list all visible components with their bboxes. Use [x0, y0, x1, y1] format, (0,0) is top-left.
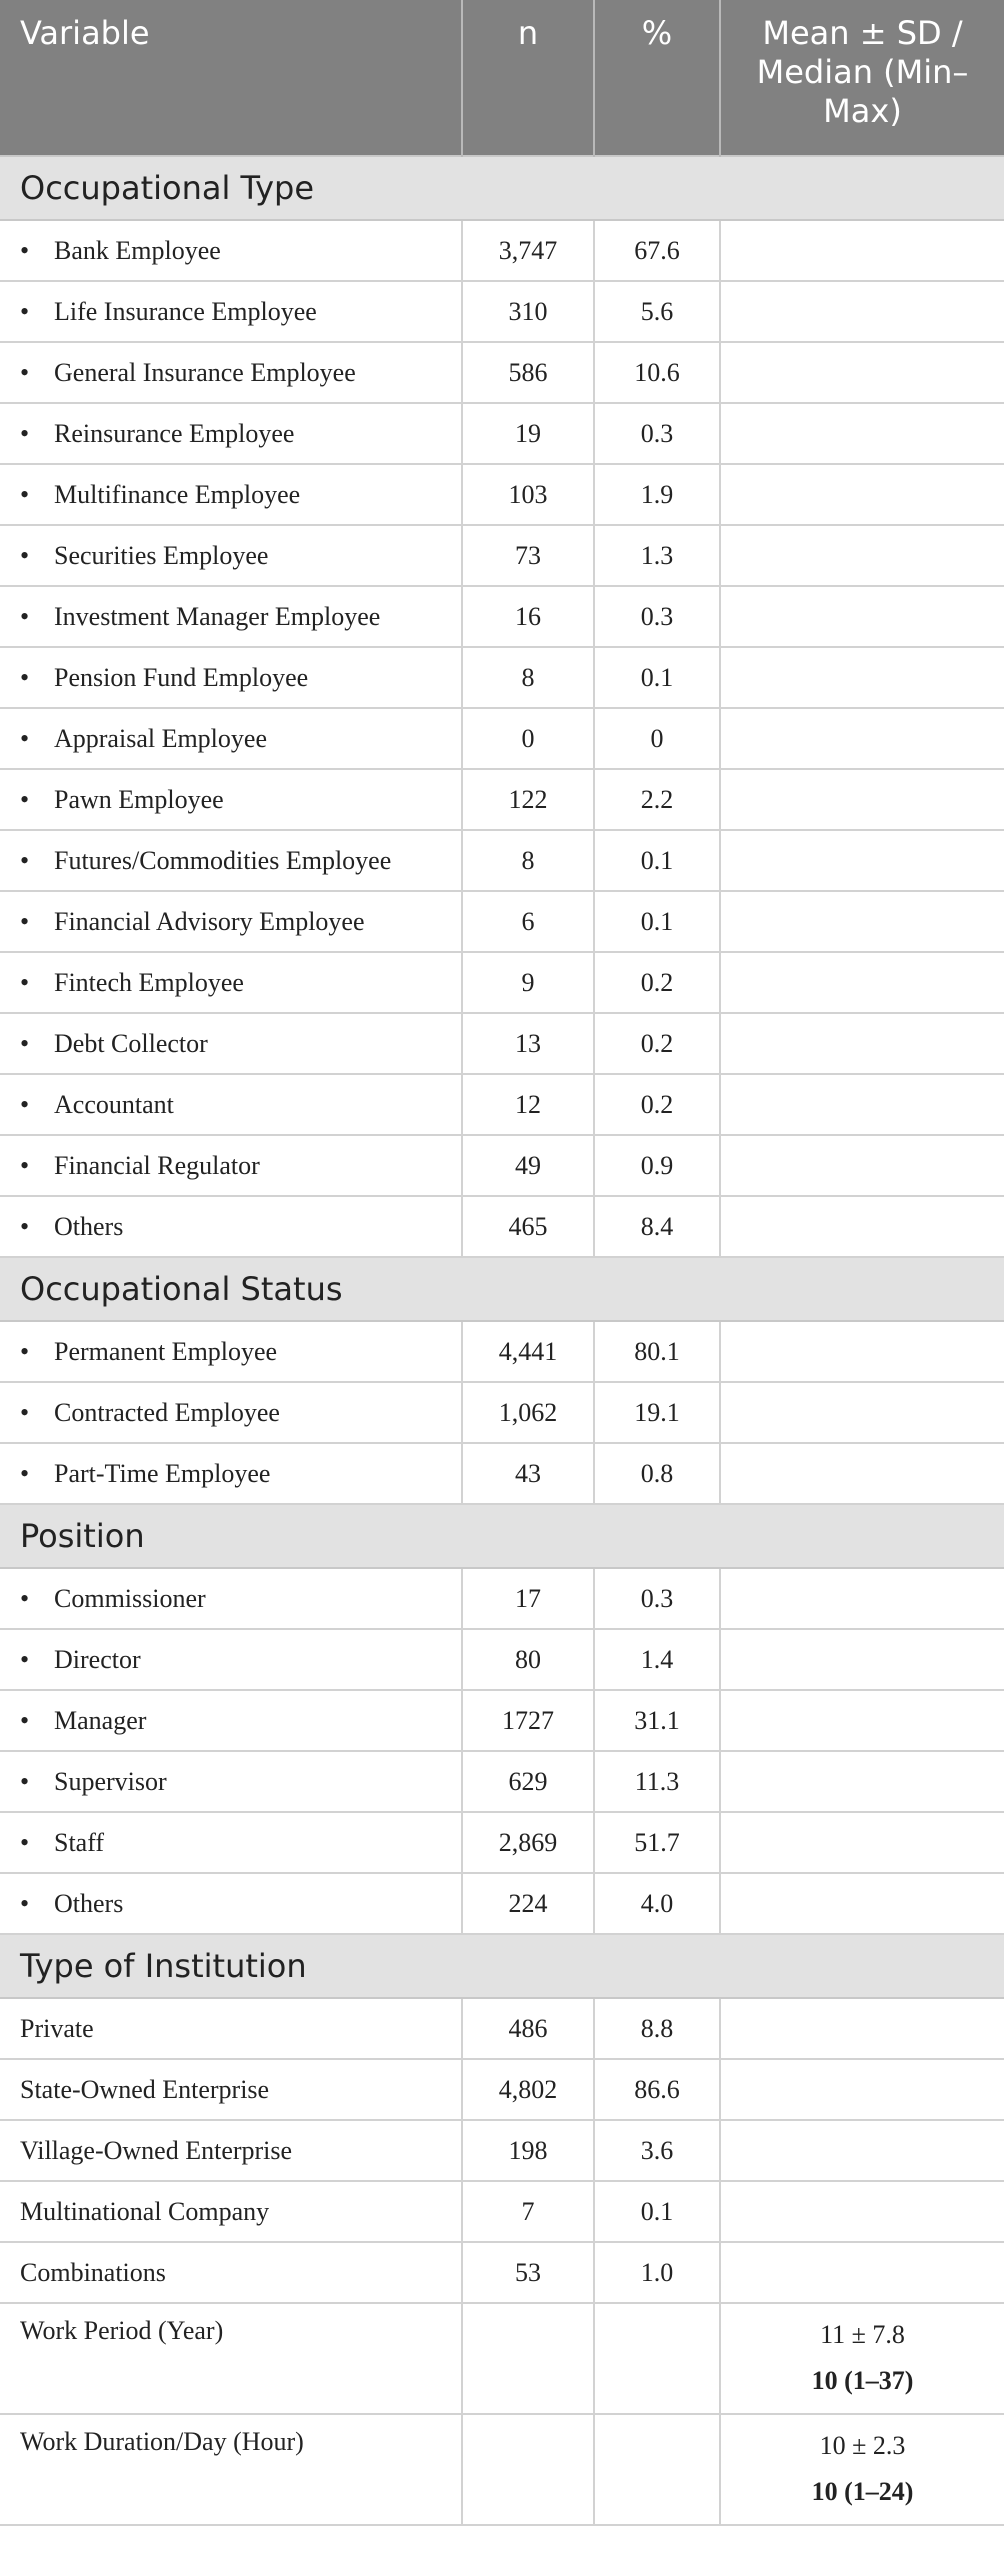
- table-row: [0, 586, 1004, 647]
- row-percent: 0.1: [594, 647, 720, 708]
- row-stats: [720, 1751, 1004, 1812]
- row-label: • Reinsurance Employee: [0, 403, 462, 464]
- row-percent: 86.6: [594, 2059, 720, 2120]
- row-percent: 5.6: [594, 281, 720, 342]
- row-n: 13: [462, 1013, 594, 1074]
- row-stats: [720, 586, 1004, 647]
- row-label: • Securities Employee: [0, 525, 462, 586]
- row-percent: 2.2: [594, 769, 720, 830]
- table-row: [0, 1812, 1004, 1873]
- row-n: 224: [462, 1873, 594, 1934]
- row-stats: [720, 1382, 1004, 1443]
- header-variable: Variable: [0, 0, 462, 156]
- row-percent: 0.9: [594, 1135, 720, 1196]
- bullet-icon: •: [20, 1458, 30, 1488]
- table-row: [0, 525, 1004, 586]
- row-percent: 1.9: [594, 464, 720, 525]
- row-percent: 0.1: [594, 830, 720, 891]
- bullet-icon: •: [20, 479, 30, 509]
- row-label: • Others: [0, 1873, 462, 1934]
- row-n: 1,062: [462, 1382, 594, 1443]
- row-n: 9: [462, 952, 594, 1013]
- row-label: • Debt Collector: [0, 1013, 462, 1074]
- row-label: • Commissioner: [0, 1568, 462, 1629]
- row-n: 49: [462, 1135, 594, 1196]
- table-row: [0, 1382, 1004, 1443]
- header-percent: %: [594, 0, 720, 156]
- work-duration-n: [462, 2414, 594, 2525]
- row-percent: 0.1: [594, 2181, 720, 2242]
- table-row: [0, 708, 1004, 769]
- row-n: 198: [462, 2120, 594, 2181]
- table-row: [0, 1690, 1004, 1751]
- section-title: Position: [0, 1504, 1004, 1568]
- bullet-icon: •: [20, 967, 30, 997]
- row-stats: [720, 1690, 1004, 1751]
- section-title: Occupational Type: [0, 156, 1004, 220]
- row-label: • Part-Time Employee: [0, 1443, 462, 1504]
- row-label: • Life Insurance Employee: [0, 281, 462, 342]
- row-label: • Accountant: [0, 1074, 462, 1135]
- row-label: • Appraisal Employee: [0, 708, 462, 769]
- row-label: • Contracted Employee: [0, 1382, 462, 1443]
- work-period-mean-sd: 11 ± 7.8: [820, 2320, 905, 2349]
- row-n: 43: [462, 1443, 594, 1504]
- table-row: [0, 1074, 1004, 1135]
- row-label: Private: [0, 1998, 462, 2059]
- header-row: [0, 0, 1004, 156]
- row-n: 3,747: [462, 220, 594, 281]
- row-percent: 10.6: [594, 342, 720, 403]
- bullet-icon: •: [20, 1827, 30, 1857]
- bullet-icon: •: [20, 723, 30, 753]
- row-percent: 80.1: [594, 1321, 720, 1382]
- table-row: [0, 2059, 1004, 2120]
- row-label: • General Insurance Employee: [0, 342, 462, 403]
- row-label: • Investment Manager Employee: [0, 586, 462, 647]
- table-row: [0, 830, 1004, 891]
- section-title: Occupational Status: [0, 1257, 1004, 1321]
- bullet-icon: •: [20, 1888, 30, 1918]
- row-stats: [720, 220, 1004, 281]
- row-label: • Director: [0, 1629, 462, 1690]
- row-percent: 19.1: [594, 1382, 720, 1443]
- row-stats: [720, 952, 1004, 1013]
- table-row: [0, 891, 1004, 952]
- header-stats-line-3: Max): [823, 92, 902, 130]
- row-percent: 0.2: [594, 1074, 720, 1135]
- row-n: 465: [462, 1196, 594, 1257]
- row-label: • Financial Advisory Employee: [0, 891, 462, 952]
- row-n: 19: [462, 403, 594, 464]
- bullet-icon: •: [20, 662, 30, 692]
- row-percent: 0.3: [594, 586, 720, 647]
- row-stats: [720, 1873, 1004, 1934]
- table-row: [0, 342, 1004, 403]
- table-row: [0, 1629, 1004, 1690]
- table-row: [0, 2181, 1004, 2242]
- row-n: 486: [462, 1998, 594, 2059]
- row-stats: [720, 403, 1004, 464]
- row-percent: 0: [594, 708, 720, 769]
- row-n: 8: [462, 647, 594, 708]
- row-n: 6: [462, 891, 594, 952]
- row-n: 73: [462, 525, 594, 586]
- row-percent: 31.1: [594, 1690, 720, 1751]
- row-n: 2,869: [462, 1812, 594, 1873]
- row-label: Combinations: [0, 2242, 462, 2303]
- row-label: • Futures/Commodities Employee: [0, 830, 462, 891]
- row-label: • Staff: [0, 1812, 462, 1873]
- row-percent: 11.3: [594, 1751, 720, 1812]
- header-stats-line-2: Median (Min–: [756, 53, 969, 91]
- row-percent: 0.3: [594, 403, 720, 464]
- row-n: 80: [462, 1629, 594, 1690]
- row-n: 17: [462, 1568, 594, 1629]
- row-stats: [720, 2120, 1004, 2181]
- work-duration-mean-sd: 10 ± 2.3: [819, 2431, 906, 2460]
- row-stats: [720, 2059, 1004, 2120]
- row-n: 629: [462, 1751, 594, 1812]
- table-row: [0, 1135, 1004, 1196]
- row-label: • Supervisor: [0, 1751, 462, 1812]
- row-stats: [720, 1074, 1004, 1135]
- row-label: • Permanent Employee: [0, 1321, 462, 1382]
- section-row-type-of-institution: [0, 1934, 1004, 1998]
- header-stats-line-1: Mean ± SD /: [762, 14, 963, 52]
- row-label: • Fintech Employee: [0, 952, 462, 1013]
- work-period-percent: [594, 2303, 720, 2414]
- row-stats: [720, 647, 1004, 708]
- bullet-icon: •: [20, 1336, 30, 1366]
- row-n: 586: [462, 342, 594, 403]
- work-period-median-range: 10 (1–37): [811, 2366, 914, 2395]
- work-duration-row: [0, 2414, 1004, 2525]
- row-stats: [720, 769, 1004, 830]
- row-stats: [720, 281, 1004, 342]
- row-n: 0: [462, 708, 594, 769]
- bullet-icon: •: [20, 1583, 30, 1613]
- table-row: [0, 1751, 1004, 1812]
- row-label: • Pawn Employee: [0, 769, 462, 830]
- work-period-n: [462, 2303, 594, 2414]
- row-label: • Pension Fund Employee: [0, 647, 462, 708]
- section-row-position: [0, 1504, 1004, 1568]
- row-label: Multinational Company: [0, 2181, 462, 2242]
- row-label: • Financial Regulator: [0, 1135, 462, 1196]
- row-stats: [720, 1568, 1004, 1629]
- row-label: State-Owned Enterprise: [0, 2059, 462, 2120]
- bullet-icon: •: [20, 1644, 30, 1674]
- bullet-icon: •: [20, 906, 30, 936]
- work-duration-median-range: 10 (1–24): [811, 2477, 914, 2506]
- table-row: [0, 1013, 1004, 1074]
- row-stats: [720, 525, 1004, 586]
- row-percent: 8.8: [594, 1998, 720, 2059]
- table-row: [0, 647, 1004, 708]
- header-mean-sd-median: [720, 0, 1004, 156]
- row-stats: [720, 1629, 1004, 1690]
- row-label: • Multifinance Employee: [0, 464, 462, 525]
- row-stats: [720, 708, 1004, 769]
- bullet-icon: •: [20, 296, 30, 326]
- bullet-icon: •: [20, 418, 30, 448]
- table-row: [0, 464, 1004, 525]
- table-row: [0, 403, 1004, 464]
- bullet-icon: •: [20, 1397, 30, 1427]
- row-label: Village-Owned Enterprise: [0, 2120, 462, 2181]
- bullet-icon: •: [20, 1028, 30, 1058]
- row-n: 53: [462, 2242, 594, 2303]
- table-row: [0, 1443, 1004, 1504]
- row-n: 310: [462, 281, 594, 342]
- row-percent: 1.0: [594, 2242, 720, 2303]
- row-percent: 0.2: [594, 952, 720, 1013]
- table-row: [0, 1321, 1004, 1382]
- bullet-icon: •: [20, 845, 30, 875]
- row-label: • Manager: [0, 1690, 462, 1751]
- row-n: 4,802: [462, 2059, 594, 2120]
- row-n: 103: [462, 464, 594, 525]
- table-row: [0, 1196, 1004, 1257]
- row-stats: [720, 1998, 1004, 2059]
- row-stats: [720, 2242, 1004, 2303]
- table-row: [0, 1873, 1004, 1934]
- row-n: 122: [462, 769, 594, 830]
- bullet-icon: •: [20, 1211, 30, 1241]
- row-n: 4,441: [462, 1321, 594, 1382]
- row-stats: [720, 1812, 1004, 1873]
- row-percent: 51.7: [594, 1812, 720, 1873]
- bullet-icon: •: [20, 601, 30, 631]
- row-percent: 8.4: [594, 1196, 720, 1257]
- row-stats: [720, 1443, 1004, 1504]
- row-label: • Others: [0, 1196, 462, 1257]
- table-row: [0, 2120, 1004, 2181]
- section-row-occupational-type: [0, 156, 1004, 220]
- row-n: 16: [462, 586, 594, 647]
- row-percent: 4.0: [594, 1873, 720, 1934]
- table-row: [0, 220, 1004, 281]
- bullet-icon: •: [20, 540, 30, 570]
- row-n: 12: [462, 1074, 594, 1135]
- work-duration-label: Work Duration/Day (Hour): [0, 2414, 462, 2525]
- row-n: 1727: [462, 1690, 594, 1751]
- table-row: [0, 1568, 1004, 1629]
- row-stats: [720, 2181, 1004, 2242]
- row-percent: 67.6: [594, 220, 720, 281]
- row-percent: 0.8: [594, 1443, 720, 1504]
- row-stats: [720, 1135, 1004, 1196]
- row-stats: [720, 342, 1004, 403]
- work-duration-stats: [720, 2414, 1004, 2525]
- row-n: 7: [462, 2181, 594, 2242]
- section-row-occupational-status: [0, 1257, 1004, 1321]
- row-percent: 1.3: [594, 525, 720, 586]
- row-percent: 0.3: [594, 1568, 720, 1629]
- bullet-icon: •: [20, 784, 30, 814]
- table-row: [0, 769, 1004, 830]
- row-percent: 0.2: [594, 1013, 720, 1074]
- row-percent: 0.1: [594, 891, 720, 952]
- row-percent: 3.6: [594, 2120, 720, 2181]
- bullet-icon: •: [20, 235, 30, 265]
- row-stats: [720, 1013, 1004, 1074]
- row-percent: 1.4: [594, 1629, 720, 1690]
- table-row: [0, 1998, 1004, 2059]
- bullet-icon: •: [20, 1766, 30, 1796]
- bullet-icon: •: [20, 1089, 30, 1119]
- section-title: Type of Institution: [0, 1934, 1004, 1998]
- table-row: [0, 2242, 1004, 2303]
- row-n: 8: [462, 830, 594, 891]
- work-period-label: Work Period (Year): [0, 2303, 462, 2414]
- row-label: • Bank Employee: [0, 220, 462, 281]
- table-row: [0, 952, 1004, 1013]
- table-row: [0, 281, 1004, 342]
- header-n: n: [462, 0, 594, 156]
- row-stats: [720, 464, 1004, 525]
- row-stats: [720, 891, 1004, 952]
- row-stats: [720, 1196, 1004, 1257]
- bullet-icon: •: [20, 1150, 30, 1180]
- row-stats: [720, 1321, 1004, 1382]
- bullet-icon: •: [20, 1705, 30, 1735]
- bullet-icon: •: [20, 357, 30, 387]
- work-period-stats: [720, 2303, 1004, 2414]
- work-duration-percent: [594, 2414, 720, 2525]
- row-stats: [720, 830, 1004, 891]
- work-period-row: [0, 2303, 1004, 2414]
